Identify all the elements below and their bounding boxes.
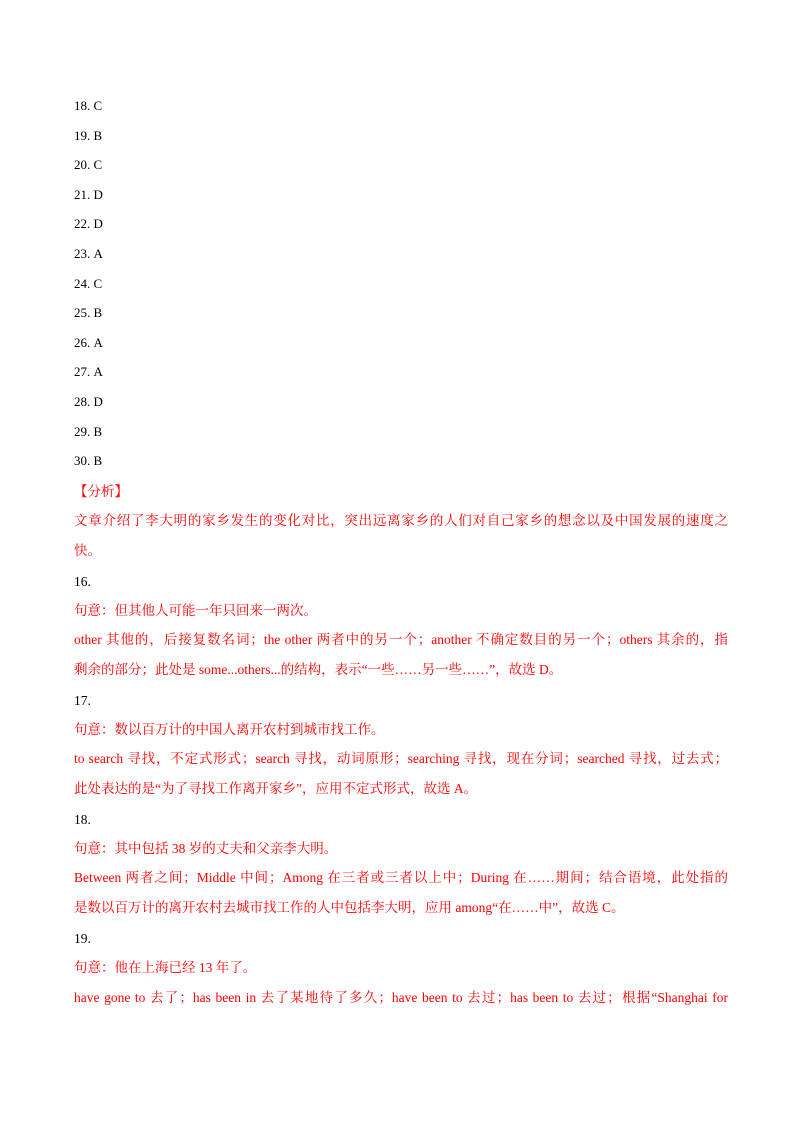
answer-item: 24. C xyxy=(74,276,103,291)
answer-item: 20. C xyxy=(74,157,103,172)
answer-item: 27. A xyxy=(74,364,103,379)
answer-item: 23. A xyxy=(74,246,103,261)
answer-item: 30. B xyxy=(74,453,103,468)
explanation-line: have gone to 去了；has been in 去了某地待了多久；have been to 去过；has been to 去过；根据“Shanghai for xyxy=(74,990,728,1005)
answer-item: 29. B xyxy=(74,424,103,439)
question-number: 19. xyxy=(74,931,91,946)
answer-item: 19. B xyxy=(74,128,103,143)
explanation-line: to search 寻找，不定式形式；search 寻找，动词原形；searching 寻找，现在分词；searched 寻找，过去式； xyxy=(74,751,728,766)
explanation-line: 是数以百万计的离开农村去城市找工作的人中包括李大明，应用 among“在……中”，故选 C。 xyxy=(74,900,625,915)
analysis-heading: 【分析】 xyxy=(74,484,128,499)
analysis-summary-line: 快。 xyxy=(74,543,101,558)
sentence-meaning: 句意：数以百万计的中国人离开农村到城市找工作。 xyxy=(74,722,385,737)
question-number: 18. xyxy=(74,812,91,827)
explanation-line: 此处表达的是“为了寻找工作离开家乡”，应用不定式形式，故选 A。 xyxy=(74,781,478,796)
sentence-meaning: 句意：但其他人可能一年只回来一两次。 xyxy=(74,603,317,618)
answer-item: 25. B xyxy=(74,305,103,320)
analysis-summary-line: 文章介绍了李大明的家乡发生的变化对比，突出远离家乡的人们对自己家乡的想念以及中国发展的速度之 xyxy=(74,513,728,528)
answer-item: 22. D xyxy=(74,216,103,231)
explanation-line: 剩余的部分；此处是 some...others...的结构，表示“一些……另一些……”，故选 D。 xyxy=(74,662,563,677)
explanation-line: other 其他的，后接复数名词；the other 两者中的另一个；another 不确定数目的另一个；others 其余的，指 xyxy=(74,632,728,647)
answer-item: 18. C xyxy=(74,98,103,113)
answer-item: 21. D xyxy=(74,187,103,202)
question-number: 17. xyxy=(74,693,91,708)
answer-item: 26. A xyxy=(74,335,103,350)
explanation-line: Between 两者之间；Middle 中间；Among 在三者或三者以上中；During 在……期间；结合语境，此处指的 xyxy=(74,870,728,885)
question-number: 16. xyxy=(74,574,91,589)
sentence-meaning: 句意：其中包括 38 岁的丈夫和父亲李大明。 xyxy=(74,841,338,856)
answer-item: 28. D xyxy=(74,394,103,409)
sentence-meaning: 句意：他在上海已经 13 年了。 xyxy=(74,960,257,975)
